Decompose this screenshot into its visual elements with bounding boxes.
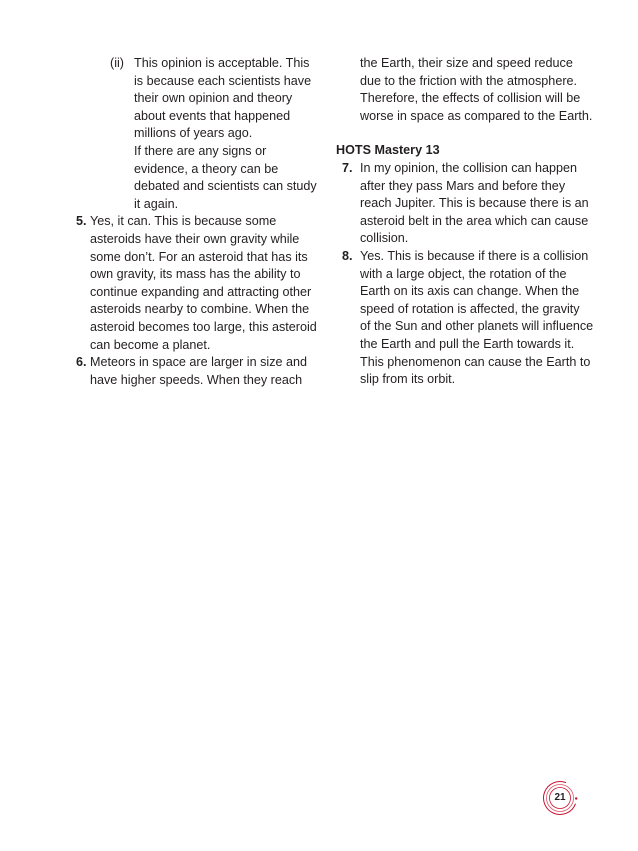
text-line: it again. <box>134 196 179 211</box>
text-line: collision. <box>360 231 409 246</box>
text-line: their own opinion and theory <box>134 91 293 106</box>
item-text <box>90 213 317 354</box>
answer-item-5 <box>72 213 317 354</box>
text-line: evidence, a theory can be <box>134 161 279 176</box>
text-line: is because each scientists have <box>134 73 312 88</box>
text-line: slip from its orbit. <box>360 372 456 387</box>
text-line: of the Sun and other planets will influence <box>360 319 594 334</box>
text-line: worse in space as compared to the Earth. <box>360 108 593 123</box>
item-number: 8. <box>342 248 353 263</box>
text-line: due to the friction with the atmosphere. <box>360 73 578 88</box>
text-line: Meteors in space are larger in size and <box>90 355 308 370</box>
text-line: have higher speeds. When they reach <box>90 372 303 387</box>
text-line: after they pass Mars and before they <box>360 178 566 193</box>
text-line: with a large object, the rotation of the <box>360 266 567 281</box>
text-line: asteroids nearby to combine. When the <box>90 302 310 317</box>
text-line: continue expanding and attracting other <box>90 284 312 299</box>
right-column <box>336 55 594 389</box>
sub-item-text <box>134 55 317 213</box>
text-line: Earth on its axis can change. When the <box>360 284 580 299</box>
item-number: 5. <box>76 214 87 229</box>
item-text <box>90 354 312 389</box>
text-line: Therefore, the effects of collision will be <box>360 91 581 106</box>
text-line: If there are any signs or <box>134 143 267 158</box>
text-line: millions of years ago. <box>134 126 253 141</box>
text-line: asteroid belt in the area which can cause <box>360 213 589 228</box>
text-line: some don’t. For an asteroid that has its <box>90 249 308 264</box>
text-line: Yes, it can. This is because some <box>90 214 277 229</box>
item-6-continuation <box>360 55 593 125</box>
answer-item-7 <box>336 160 589 248</box>
text-line: the Earth and pull the Earth towards it. <box>360 336 575 351</box>
text-line: own gravity, its mass has the ability to <box>90 267 301 282</box>
item-number: 6. <box>76 355 87 370</box>
text-line: asteroids have their own gravity while <box>90 231 300 246</box>
text-line: This opinion is acceptable. This <box>134 56 310 70</box>
page-number: 21 <box>554 792 566 803</box>
page-number-badge <box>542 780 578 816</box>
text-line: reach Jupiter. This is because there is an <box>360 196 589 211</box>
text-line: Yes. This is because if there is a collision <box>360 248 589 263</box>
text-line: about events that happened <box>134 108 291 123</box>
sub-item-ii <box>72 55 317 213</box>
text-line: In my opinion, the collision can happen <box>360 160 578 175</box>
text-line: the Earth, their size and speed reduce <box>360 56 573 70</box>
text-line: debated and scientists can study <box>134 179 317 194</box>
text-line: This phenomenon can cause the Earth to <box>360 354 591 369</box>
item-text <box>360 160 589 248</box>
answer-item-6 <box>72 354 312 389</box>
item-text <box>360 248 594 389</box>
item-number: 7. <box>342 160 353 175</box>
text-line: asteroid becomes too large, this asteroid <box>90 319 317 334</box>
left-column <box>72 55 317 389</box>
sub-item-marker: (ii) <box>110 56 124 70</box>
text-line: can become a planet. <box>90 337 211 352</box>
text-line: speed of rotation is affected, the gravity <box>360 301 580 316</box>
section-heading: HOTS Mastery 13 <box>336 143 440 158</box>
answer-item-8 <box>336 248 594 389</box>
